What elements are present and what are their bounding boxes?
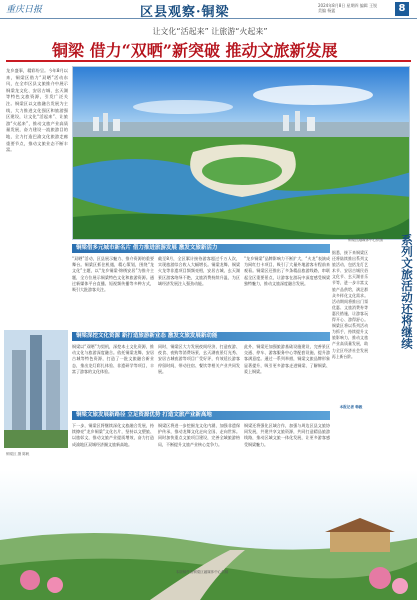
bottom-banner-photo	[0, 470, 417, 600]
headline: 铜梁 借力“双晒”新突破 推动文旅新发展	[52, 41, 338, 60]
section-3-col-1: 下一步，铜梁区将继续深化文旅融合发展，持续擦亮“龙乡铜梁”文化名片，坚持以文塑旅、以旅彰文，推动文旅产业提质增效，奋力打造成渝地区双城经济圈文旅新高地。	[72, 423, 154, 447]
tower-photo	[4, 330, 68, 448]
lead-paragraph: 龙乡盛事，精彩纷呈。今年8月以来，铜梁区借力“双晒”活动东风，在全市区县文旅推介中展示铜梁龙文化、安居古城、玄天湖等特色文旅资源，引发广泛关注。铜梁区以文旅融合发展为主线，大力推进文化强区和旅游强区建设，让文化“活起来”、让旅游“火起来”，推动文旅产业高质量发展，奋力建设一流旅游目的地，全力打造巴渝文化旅游走廊重要节点，推动文旅业态不断丰富。	[6, 68, 68, 153]
headline-rule	[6, 60, 411, 62]
page-number: 8	[395, 2, 409, 16]
section-1-col-2: 截至8月，全区累计接待游客超过千万人次，实现旅游综合收入大幅增长。铜梁龙舞、铜梁火龙等非遗项目频频亮相，安居古城、玄天湖景区游客络绎不绝，文旅消费持续升温，为区域经济发展注入强劲动能。	[158, 256, 240, 286]
city-tower-image	[4, 330, 68, 448]
footer-note: 本版稿件由铜梁区融媒体中心供稿	[175, 570, 229, 574]
landscape-image	[0, 470, 417, 600]
section-1-title: 铜梁借多元城市新名片 借力推进旅游发展 激发文旅新活力	[72, 244, 330, 253]
dateline: 2024年8月8日 星期四 编辑 王锐 美编 杨猛	[318, 3, 378, 13]
tower-credit: 铜梁区 摄 陈帆	[6, 452, 30, 456]
sidebar-title: 系列文旅活动还将继续	[400, 234, 414, 349]
section-3-col-2: 铜梁区将进一步挖掘龙文化内涵，加强非遗保护传承，推动龙舞文化走向全国、走向世界。同时加快重点文旅项目建设，完善全域旅游格局，不断提升文旅产业核心竞争力。	[158, 423, 240, 447]
photo-credit: 铜梁区融媒体中心供图	[348, 238, 383, 242]
sidebar-byline: 本报记者 韩毅	[339, 405, 363, 409]
section-1-col-3: “龙乡铜梁”品牌影响力不断扩大，“火龙”表演成为网红打卡项目，吸引了大量外地游客专程前来观看。铜梁区还推出了多条精品旅游线路，串联起全区重要景点，让游客在游玩中深度感受铜梁独特魅力，推动文旅深度融合发展。	[244, 256, 330, 286]
aerial-city-image	[73, 67, 410, 240]
section-2-title: 铜梁深挖文化资源 新打造旅游新业态 激发文旅发展新动能	[72, 332, 330, 341]
section-3-col-3: 铜梁还将强化区域合作，加强与周边区县文旅协同发展，共建共享文旅资源，共同打造精品旅游线路，推动区域文旅一体化发展，让更多游客感受铜梁魅力。	[244, 423, 330, 447]
aerial-photo	[72, 66, 410, 240]
sidebar-body: 据悉，接下来铜梁区还将陆续推出系列文旅活动，包括龙灯艺术节、安居古城民俗文化节、玄天湖音乐节等，进一步丰富文旅产品供给，满足群众多样化文化需求。活动期间将推出门票优惠、文旅消费券等惠民措施，让游客玩得开心、游得舒心。铜梁区将以系列活动为抓手，持续提升文旅影响力，推动文旅产业高质量发展，助力全区经济社会发展再上新台阶。	[332, 250, 368, 359]
section-2-col-1: 铜梁以“双晒”为契机，深挖本土文化资源，推动文化与旅游深度融合。依托铜梁龙舞、安居古城等特色资源，打造了一批文旅融合新业态，推出龙灯彩扎体验、非遗研学等项目，丰富了游客的文化体验。	[72, 344, 154, 374]
kicker: 让文化“活起来” 让旅游“火起来”	[152, 27, 268, 36]
newspaper-logo: 重庆日报	[6, 5, 43, 15]
thumb-spacer	[292, 258, 294, 260]
section-3-title: 铜梁文旅发展新路径 立足资源优势 打造文旅产业新高地	[72, 411, 330, 420]
section-title: 区县观察·铜梁	[140, 5, 230, 20]
section-2-col-3: 此外，铜梁还加强旅游基础设施建设，完善景区交通、停车、游客服务中心等配套设施，提升游客满意度。通过一系列举措，铜梁文旅品牌形象显著提升，吸引更多游客走进铜梁、了解铜梁、爱上铜梁。	[244, 344, 330, 374]
section-2-col-2: 同时，铜梁区大力发展夜间经济，打造夜游、夜食、夜购等消费场景，玄天湖夜景灯光秀、安居古城夜游等项目广受好评，有效延长游客停留时间，带动住宿、餐饮等相关产业共同发展。	[158, 344, 240, 374]
section-1-col-1: “双晒”活动，区县展示魅力、推介资源的重要舞台。铜梁区抓住机遇，精心策划，围绕“龙文化”主题，以“龙乡铜梁·锦绣安居”为推介主题，全方位展示铜梁特色文化和旅游资源。通过新媒体平台直播、短视频传播等多种方式，吸引大批游客关注。	[72, 256, 154, 293]
